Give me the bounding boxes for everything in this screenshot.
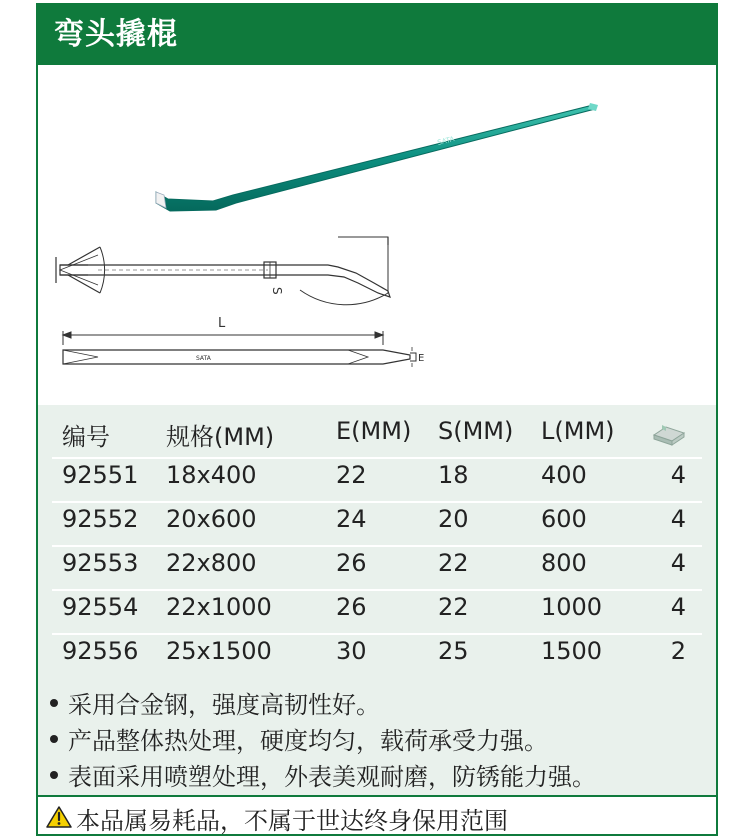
- cell-qty: 2: [670, 637, 686, 665]
- cell-s: 22: [438, 593, 469, 621]
- label-l: L: [218, 316, 226, 331]
- divider: [52, 457, 702, 459]
- cell-e: 22: [336, 461, 367, 489]
- divider: [52, 633, 702, 635]
- warning-note: [46, 801, 508, 837]
- cell-l: 600: [541, 505, 587, 533]
- cell-spec: 22x1000: [166, 593, 272, 621]
- table-row: [38, 549, 716, 593]
- cell-spec: 25x1500: [166, 637, 272, 665]
- table-row: [38, 593, 716, 637]
- table-row: [38, 461, 716, 505]
- cell-qty: 4: [670, 505, 686, 533]
- cell-qty: 4: [670, 549, 686, 577]
- cell-e: 30: [336, 637, 367, 665]
- cell-code: 92556: [62, 637, 139, 665]
- header-e: E(MM): [336, 417, 412, 445]
- header-l: L(MM): [541, 417, 615, 445]
- divider: [52, 545, 702, 547]
- table-row: [38, 505, 716, 549]
- feature-text: 表面采用喷塑处理，外表美观耐磨，防锈能力强。: [68, 763, 596, 791]
- cell-l: 1000: [541, 593, 603, 621]
- divider: [52, 501, 702, 503]
- feature-item: [50, 721, 548, 756]
- table-row: [38, 637, 716, 681]
- bullet-dot: [50, 735, 58, 743]
- side-view-drawing: [56, 237, 390, 305]
- cell-code: 92554: [62, 593, 139, 621]
- feature-item: [50, 757, 596, 792]
- cell-code: 92553: [62, 549, 139, 577]
- header-spec: 规格(MM): [166, 423, 275, 451]
- svg-text:SATA: SATA: [436, 134, 456, 147]
- cell-s: 20: [438, 505, 469, 533]
- feature-item: [50, 685, 380, 720]
- label-s: S: [270, 287, 284, 295]
- header-code: 编号: [62, 423, 110, 451]
- cell-s: 22: [438, 549, 469, 577]
- illustration-area: [38, 65, 716, 405]
- cell-l: 800: [541, 549, 587, 577]
- cell-spec: 20x600: [166, 505, 257, 533]
- cell-code: 92551: [62, 461, 139, 489]
- length-dimension: [63, 331, 383, 345]
- top-view-drawing: [63, 347, 416, 367]
- cell-s: 25: [438, 637, 469, 665]
- crowbar-photo: [156, 103, 598, 211]
- package-icon: [652, 421, 686, 453]
- cell-qty: 4: [670, 461, 686, 489]
- label-e: E: [418, 353, 425, 364]
- cell-l: 1500: [541, 637, 603, 665]
- crowbar-illustration: [38, 65, 716, 405]
- spec-table: [38, 405, 716, 685]
- page-title: 弯头撬棍: [38, 5, 716, 65]
- product-card: [36, 3, 718, 836]
- divider: [52, 589, 702, 591]
- cell-l: 400: [541, 461, 587, 489]
- warning-icon: [46, 805, 72, 835]
- header-s: S(MM): [438, 417, 514, 445]
- cell-spec: 22x800: [166, 549, 257, 577]
- cell-spec: 18x400: [166, 461, 257, 489]
- cell-code: 92552: [62, 505, 139, 533]
- cell-e: 26: [336, 593, 367, 621]
- bullet-dot: [50, 699, 58, 707]
- cell-qty: 4: [670, 593, 686, 621]
- feature-text: 产品整体热处理，硬度均匀，载荷承受力强。: [68, 727, 548, 755]
- cell-s: 18: [438, 461, 469, 489]
- cell-e: 24: [336, 505, 367, 533]
- bullet-dot: [50, 771, 58, 779]
- table-header-row: [38, 417, 716, 457]
- feature-list: [38, 685, 716, 795]
- feature-text: 采用合金钢，强度高韧性好。: [68, 691, 380, 719]
- warning-text: 本品属易耗品，不属于世达终身保用范围: [76, 807, 508, 835]
- cell-e: 26: [336, 549, 367, 577]
- brand-mark: SATA: [196, 355, 211, 362]
- divider: [38, 795, 716, 797]
